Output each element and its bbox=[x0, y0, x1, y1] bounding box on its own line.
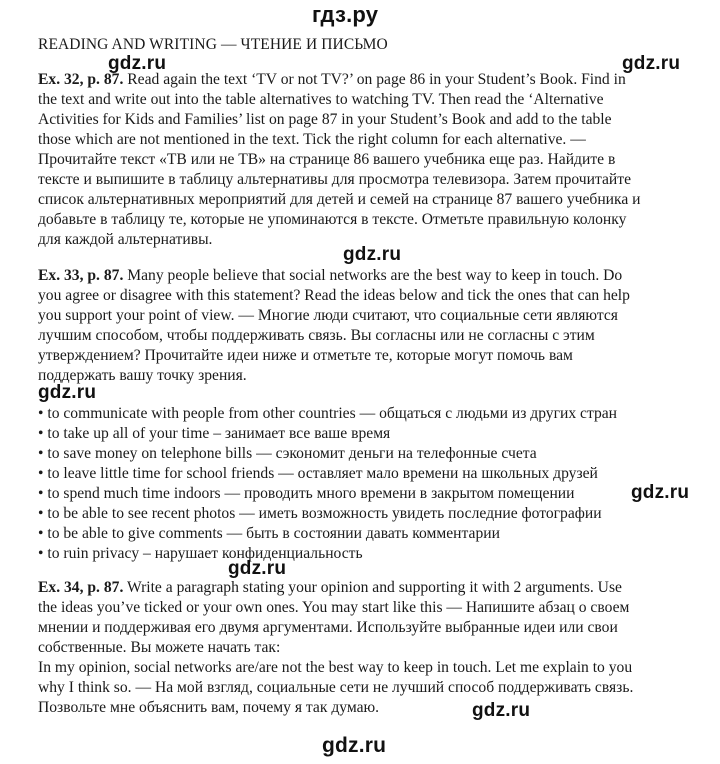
paragraph-line: the ideas you’ve ticked or your own ones. You may start like this — Напишите абзац о своем bbox=[38, 599, 630, 616]
list-item: • to spend much time indoors — проводить много времени в закрытом помещении bbox=[38, 485, 575, 502]
site-header[interactable]: гдз.ру bbox=[312, 2, 379, 27]
paragraph-line: those which are not mentioned in the text. Tick the right column for each alternative. — bbox=[38, 131, 586, 148]
watermark: gdz.ru bbox=[108, 53, 167, 74]
exercise-label: Ex. 32, p. 87. bbox=[38, 71, 124, 88]
paragraph-line: why I think so. — На мой взгляд, социальные сети не лучший способ поддерживать связь. bbox=[38, 679, 634, 696]
list-item: • to ruin privacy – нарушает конфиденциальность bbox=[38, 545, 363, 562]
paragraph-line: лучшим способом, чтобы поддерживать связь. Вы согласны или не согласны с этим bbox=[38, 327, 595, 344]
paragraph-line: Write a paragraph stating your opinion and supporting it with 2 arguments. Use bbox=[123, 579, 622, 596]
paragraph-line: собственные. Вы можете начать так: bbox=[38, 639, 281, 656]
ideas-list bbox=[38, 404, 698, 564]
paragraph-line: мнении и поддерживая его двумя аргументами. Используйте выбранные идеи или свои bbox=[38, 619, 618, 636]
paragraph-line: поддержать вашу точку зрения. bbox=[38, 367, 247, 384]
paragraph-line: the text and write out into the table alternatives to watching TV. Then read the ‘Alternative bbox=[38, 91, 604, 108]
paragraph-line: Read again the text ‘TV or not TV?’ on page 86 in your Student’s Book. Find in bbox=[123, 71, 626, 88]
exercise-32 bbox=[38, 70, 698, 250]
paragraph-line: тексте и выпишите в таблицу альтернативы для просмотра телевизора. Затем прочитайте bbox=[38, 171, 631, 188]
exercise-33 bbox=[38, 266, 698, 386]
paragraph-line: Activities for Kids and Families’ list on page 87 in your Student’s Book and add to the table bbox=[38, 111, 612, 128]
exercise-label: Ex. 33, p. 87. bbox=[38, 267, 124, 284]
list-item: • to communicate with people from other countries — общаться с людьми из других стран bbox=[38, 405, 618, 422]
paragraph-line: список альтернативных мероприятий для детей и семей на странице 87 вашего учебника и bbox=[38, 191, 641, 208]
paragraph-line: In my opinion, social networks are/are not the best way to keep in touch. Let me explain to you bbox=[38, 659, 633, 676]
list-item: • to be able to give comments — быть в состоянии давать комментарии bbox=[38, 525, 500, 542]
paragraph-line: для каждой альтернативы. bbox=[38, 231, 213, 248]
exercise-34 bbox=[38, 578, 698, 718]
list-item: • to be able to see recent photos — иметь возможность увидеть последние фотографии bbox=[38, 505, 602, 522]
list-item: • to leave little time for school friends — оставляет мало времени на школьных друзей bbox=[38, 465, 598, 482]
paragraph-line: you agree or disagree with this statement? Read the ideas below and tick the ones that can help bbox=[38, 287, 630, 304]
list-item: • to take up all of your time – занимает все ваше время bbox=[38, 425, 391, 442]
exercise-label: Ex. 34, p. 87. bbox=[38, 579, 124, 596]
watermark: gdz.ru bbox=[228, 558, 287, 579]
list-item: • to save money on telephone bills — сэкономит деньги на телефонные счета bbox=[38, 445, 537, 462]
paragraph-line: Прочитайте текст «ТВ или не ТВ» на странице 86 вашего учебника еще раз. Найдите в bbox=[38, 151, 616, 168]
paragraph-line: добавьте в таблицу те, которые не упоминаются в тексте. Отметьте правильную колонку bbox=[38, 211, 627, 228]
watermark: gdz.ru bbox=[38, 382, 97, 403]
section-title: READING AND WRITING — ЧТЕНИЕ И ПИСЬМО bbox=[38, 36, 388, 53]
paragraph-line: утверждением? Прочитайте идеи ниже и отметьте те, которые могут помочь вам bbox=[38, 347, 573, 364]
paragraph-line: you support your point of view. — Многие люди считают, что социальные сети являются bbox=[38, 307, 618, 324]
watermark: gdz.ru bbox=[472, 700, 531, 721]
paragraph-line: Many people believe that social networks are the best way to keep in touch. Do bbox=[123, 267, 623, 284]
paragraph-line: Позвольте мне объяснить вам, почему я так думаю. bbox=[38, 699, 380, 716]
watermark: gdz.ru bbox=[631, 482, 690, 503]
watermark: gdz.ru bbox=[343, 244, 402, 265]
watermark: gdz.ru bbox=[322, 734, 387, 757]
watermark: gdz.ru bbox=[622, 53, 681, 74]
